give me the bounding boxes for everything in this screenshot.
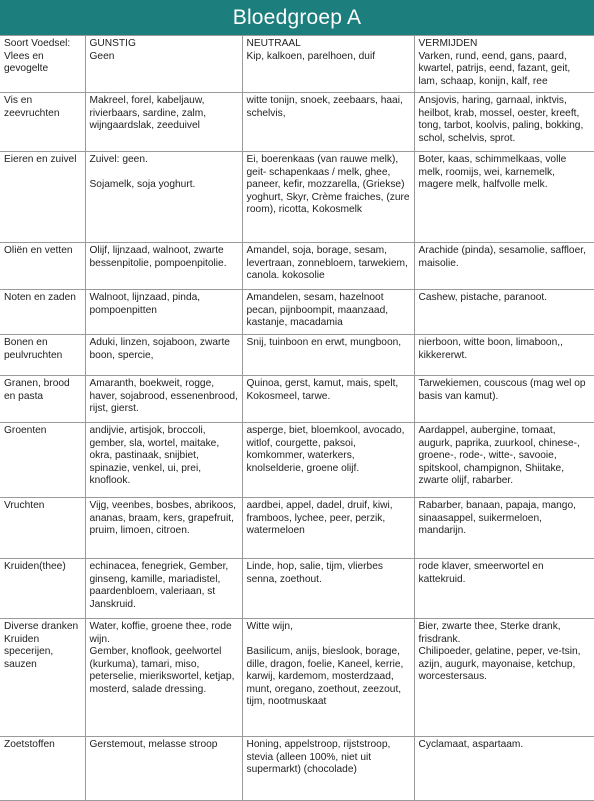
cell-vermijden: Bier, zwarte thee, Sterke drank, frisdrank. Chilipoeder, gelatine, peper, ve-tsin, azijn, augurk, mayonaise, ketchup, worcestersaus.: [414, 619, 594, 737]
cell-category: Kruiden(thee): [0, 559, 85, 619]
cell-neutraal: Witte wijn, Basilicum, anijs, bieslook, borage, dille, dragon, foelie, Kaneel, kerrie, karwij, kardemom, mosterdzaad, munt, oregano, zoethout, zeezout, tijm, nootmuskaat: [242, 619, 414, 737]
cell-category: Eieren en zuivel: [0, 152, 85, 243]
cell-gunstig: Vijg, veenbes, bosbes, abrikoos, ananas, braam, kers, grapefruit, pruim, limoen, citroen.: [85, 498, 242, 559]
cell-vermijden: rode klaver, smeerwortel en kattekruid.: [414, 559, 594, 619]
cell-category: Zoetstoffen: [0, 737, 85, 801]
cell-vermijden: nierboon, witte boon, limaboon,, kikkererwt.: [414, 335, 594, 376]
cell-vermijden: Cashew, pistache, paranoot.: [414, 290, 594, 335]
cell-category: Oliën en vetten: [0, 243, 85, 290]
cell-category: Diverse dranken Kruiden specerijen, sauzen: [0, 619, 85, 737]
cell-gunstig: Olijf, lijnzaad, walnoot, zwarte bessenpitolie, pompoenpitolie.: [85, 243, 242, 290]
cell-neutraal: Snij, tuinboon en erwt, mungboon,: [242, 335, 414, 376]
cell-category: Noten en zaden: [0, 290, 85, 335]
cell-neutraal: Amandel, soja, borage, sesam, levertraan, zonnebloem, tarwekiem, canola. kokosolie: [242, 243, 414, 290]
cell-category: Groenten: [0, 423, 85, 498]
food-table: [0, 35, 594, 801]
table-row: [0, 423, 594, 498]
cell-gunstig: Zuivel: geen. Sojamelk, soja yoghurt.: [85, 152, 242, 243]
cell-vermijden: VERMIJDEN Varken, rund, eend, gans, paard, kwartel, patrijs, eend, fazant, geit, lam, schaap, konijn, kalf, ree: [414, 36, 594, 93]
cell-neutraal: Honing, appelstroop, rijststroop, stevia (alleen 100%, niet uit supermarkt) (chocolade): [242, 737, 414, 801]
cell-gunstig: Amaranth, boekweit, rogge, haver, sojabrood, essenenbrood, rijst, gierst.: [85, 376, 242, 423]
page-title: Bloedgroep A: [0, 0, 594, 35]
table-row: [0, 737, 594, 801]
table-row: [0, 498, 594, 559]
cell-category: Vis en zeevruchten: [0, 93, 85, 152]
table-row: [0, 559, 594, 619]
table-row: [0, 36, 594, 93]
table-row: [0, 335, 594, 376]
cell-gunstig: Walnoot, lijnzaad, pinda, pompoenpitten: [85, 290, 242, 335]
cell-category: Granen, brood en pasta: [0, 376, 85, 423]
cell-neutraal: Quinoa, gerst, kamut, mais, spelt, Kokosmeel, tarwe.: [242, 376, 414, 423]
cell-neutraal: NEUTRAAL Kip, kalkoen, parelhoen, duif: [242, 36, 414, 93]
cell-neutraal: asperge, biet, bloemkool, avocado, witlof, courgette, paksoi, komkommer, waterkers, knolselderie, groene olijf.: [242, 423, 414, 498]
table-row: [0, 290, 594, 335]
cell-neutraal: Linde, hop, salie, tijm, vlierbes senna, zoethout.: [242, 559, 414, 619]
cell-gunstig: GUNSTIG Geen: [85, 36, 242, 93]
cell-category: Vruchten: [0, 498, 85, 559]
cell-category: Soort Voedsel: Vlees en gevogelte: [0, 36, 85, 93]
cell-gunstig: Aduki, linzen, sojaboon, zwarte boon, spercie,: [85, 335, 242, 376]
cell-neutraal: aardbei, appel, dadel, druif, kiwi, framboos, lychee, peer, perzik, watermeloen: [242, 498, 414, 559]
cell-gunstig: andijvie, artisjok, broccoli, gember, sla, wortel, maitake, okra, pastinaak, snijbiet, spinazie, venkel, ui, prei, knoflook.: [85, 423, 242, 498]
cell-neutraal: Amandelen, sesam, hazelnoot pecan, pijnboompit, maanzaad, kastanje, macadamia: [242, 290, 414, 335]
table-row: [0, 619, 594, 737]
cell-gunstig: Gerstemout, melasse stroop: [85, 737, 242, 801]
cell-category: Bonen en peulvruchten: [0, 335, 85, 376]
table-row: [0, 152, 594, 243]
cell-gunstig: Water, koffie, groene thee, rode wijn. Gember, knoflook, geelwortel (kurkuma), tamari, miso, peterselie, mierikswortel, ketjap, mosterd, salade dressing.: [85, 619, 242, 737]
cell-vermijden: Ansjovis, haring, garnaal, inktvis, heilbot, krab, mossel, oester, kreeft, tong, tarbot, koolvis, paling, bokking, schol, schelvis, sprot.: [414, 93, 594, 152]
table-row: [0, 243, 594, 290]
cell-vermijden: Arachide (pinda), sesamolie, saffloer, maisolie.: [414, 243, 594, 290]
cell-vermijden: Aardappel, aubergine, tomaat, augurk, paprika, zuurkool, chinese-, groene-, rode-, witte-, savooie, spitskool, champignon, Shiitake, zwarte olijf, rabarber.: [414, 423, 594, 498]
table-row: [0, 93, 594, 152]
cell-vermijden: Boter, kaas, schimmelkaas, volle melk, roomijs, wei, karnemelk, magere melk, halfvolle melk.: [414, 152, 594, 243]
cell-neutraal: Ei, boerenkaas (van rauwe melk), geit- schapenkaas / melk, ghee, paneer, kefir, mozzarella, (Griekse) yoghurt, Skyr, Crème fraiches, (zure room), ricotta, Kokosmelk: [242, 152, 414, 243]
cell-vermijden: Cyclamaat, aspartaam.: [414, 737, 594, 801]
cell-gunstig: echinacea, fenegriek, Gember, ginseng, kamille, mariadistel, paardenbloem, valeriaan, st Janskruid.: [85, 559, 242, 619]
cell-neutraal: witte tonijn, snoek, zeebaars, haai, schelvis,: [242, 93, 414, 152]
cell-gunstig: Makreel, forel, kabeljauw, rivierbaars, sardine, zalm, wijngaardslak, zeeduivel: [85, 93, 242, 152]
cell-vermijden: Tarwekiemen, couscous (mag wel op basis van kamut).: [414, 376, 594, 423]
table-row: [0, 376, 594, 423]
cell-vermijden: Rabarber, banaan, papaja, mango, sinaasappel, suikermeloen, mandarijn.: [414, 498, 594, 559]
